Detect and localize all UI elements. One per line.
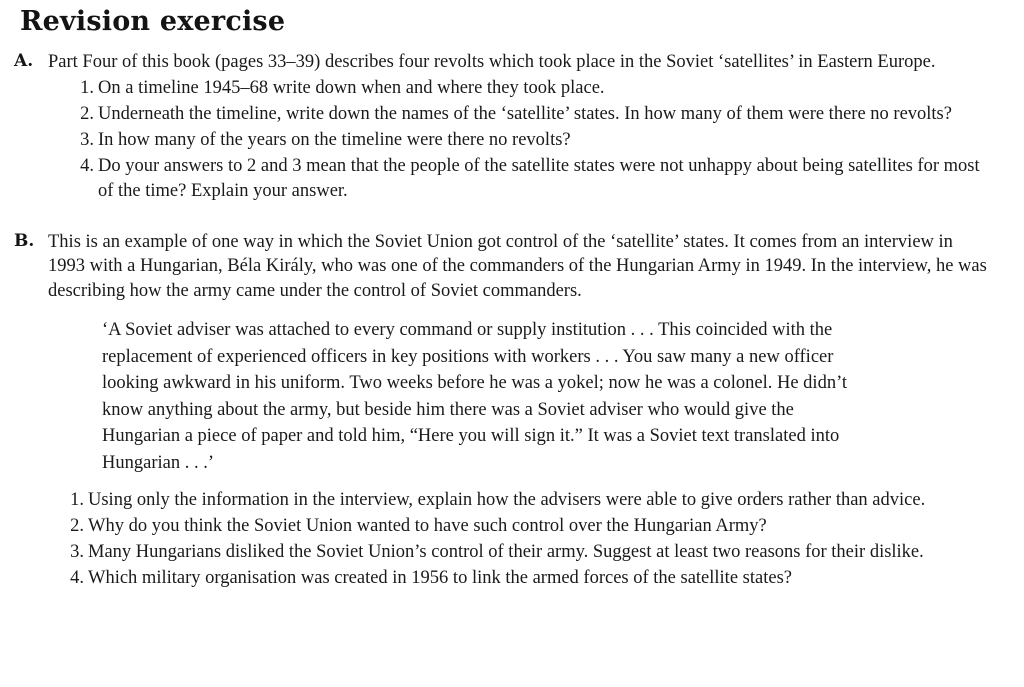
list-item-number: 3. [70,542,84,563]
section-a-lead-text: Part Four of this book (pages 33–39) describes four revolts which took place in the Soviet ‘satellites’ in Eastern Europe. [48,52,936,72]
list-item-text: On a timeline 1945–68 write down when and where they took place. [98,78,605,99]
list-item-text: Underneath the timeline, write down the names of the ‘satellite’ states. In how many of them were there no revolts? [98,104,952,125]
list-item-number: 2. [70,516,84,537]
list-item [74,102,994,127]
list-item [74,154,994,203]
list-item-number: 4. [80,156,94,177]
list-item [64,488,994,513]
document-page [0,6,1024,687]
list-item [74,76,994,101]
exercise-section-a [14,50,1024,204]
list-item-text: In how many of the years on the timeline were there no revolts? [98,130,571,151]
list-item-number: 3. [80,130,94,151]
section-b-lead-text: This is an example of one way in which the Soviet Union got control of the ‘satellite’ states. It comes from an interview in 1993 with a Hungarian, Béla Király, who was one of the commanders of the Hungarian Army in 1949. In the interview, he was describing how the army came under the control of Soviet commanders. [48,231,987,301]
list-item [64,566,994,591]
source-extract-text: ‘A Soviet adviser was attached to every command or supply institution . . . This coincided with the replacement of experienced officers in key positions with workers . . . You saw many a new officer looking awkward in his uniform. Two weeks before he was a yokel; now he was a colonel. He didn’t know anything about the army, but beside him there was a Soviet adviser who would give the Hungarian a piece of paper and told him, “Here you will sign it.” It was a Soviet text translated into Hungarian . . .’ [102,320,848,473]
list-item-text: Why do you think the Soviet Union wanted to have such control over the Hungarian Army? [88,516,767,537]
section-letter-a: A. [14,51,34,71]
list-item [64,514,994,539]
section-body-b [48,230,994,591]
list-item-number: 1. [70,490,84,511]
list-item-text: Do your answers to 2 and 3 mean that the people of the satellite states were not unhappy about being satellites for most of the time? Explain your answer. [98,156,980,201]
source-extract [48,317,994,476]
list-item-text: Using only the information in the interview, explain how the advisers were able to give orders rather than advice. [88,490,926,511]
list-item-number: 4. [70,568,84,589]
list-item-text: Many Hungarians disliked the Soviet Union’s control of their army. Suggest at least two reasons for their dislike. [88,542,924,563]
list-item-text: Which military organisation was created in 1956 to link the armed forces of the satellite states? [88,568,792,589]
page-title: Revision exercise [20,6,286,37]
exercise-section-b [14,230,1024,591]
list-item-number: 1. [80,78,94,99]
list-item [74,128,994,153]
section-b-question-list [48,488,994,591]
section-a-question-list [48,76,994,203]
list-item [64,540,994,565]
list-item-number: 2. [80,104,94,125]
section-letter-b: B. [14,230,35,251]
section-body-a [48,50,994,204]
